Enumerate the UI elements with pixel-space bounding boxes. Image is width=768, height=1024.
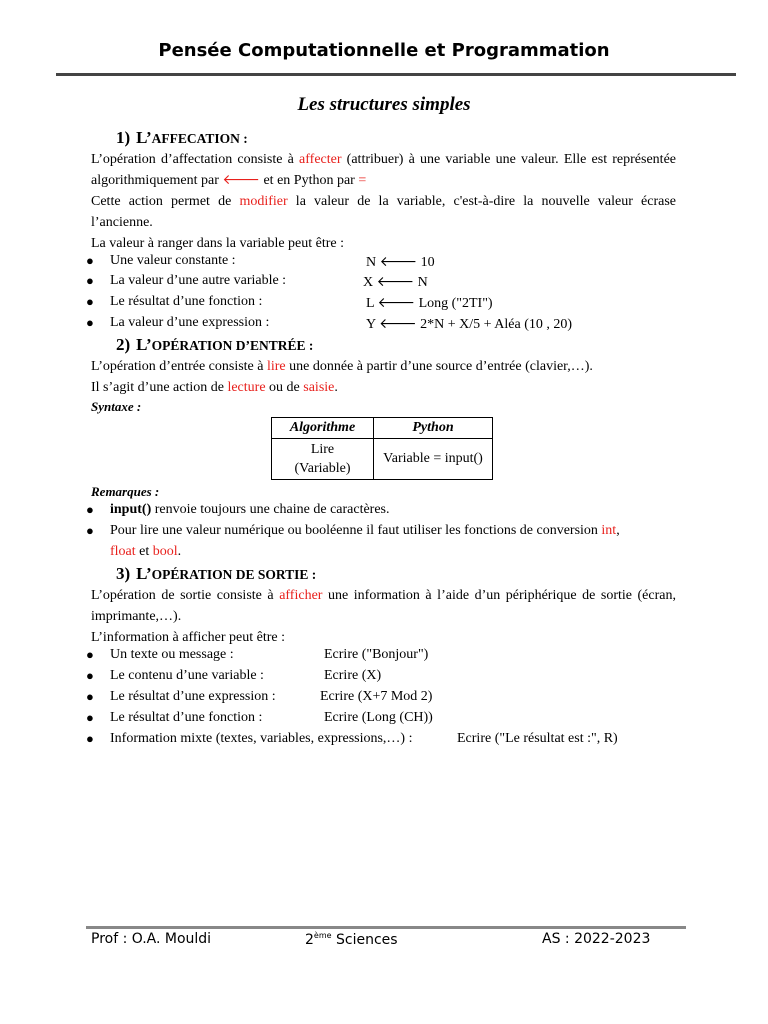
bullet-icon: ●: [86, 668, 94, 683]
bullet-icon: ●: [86, 689, 94, 704]
header-divider: [56, 73, 736, 76]
page-header-title: Pensée Computationnelle et Programmation: [158, 40, 610, 61]
footer-teacher: Prof : O.A. Mouldi: [91, 931, 212, 947]
remarks-label: Remarques :: [91, 484, 160, 499]
bullet-icon: ●: [86, 273, 94, 288]
table-cell-algorithm: Lire (Variable): [272, 439, 374, 480]
bullet-icon: ●: [86, 502, 94, 517]
section-heading-sortie: 3) L’OPÉRATION DE SORTIE :: [116, 564, 317, 583]
bullet-icon: ●: [86, 647, 94, 662]
syntax-table: [271, 417, 493, 480]
bullet-icon: ●: [86, 523, 94, 538]
table-header-python: Python: [374, 418, 493, 439]
footer-level: 2ème Sciences: [305, 931, 398, 948]
syntax-label: Syntaxe :: [91, 399, 142, 414]
entree-paragraph: L’opération d’entrée consiste à lire une donnée à partir d’une source d’entrée (clavier,…). Il s’agit d’une action de lecture ou de saisie.: [91, 359, 593, 395]
left-arrow-icon: 🡐: [222, 173, 260, 188]
footer-divider: [86, 926, 686, 929]
table-header-algorithm: Algorithme: [272, 418, 374, 439]
sortie-paragraph: L’opération de sortie consiste à afficher une information à l’aide d’un périphérique de sortie (écran, imprimante,…). L’information à afficher peut être :: [91, 588, 676, 645]
bullet-icon: ●: [86, 315, 94, 330]
section-heading-entree: 2) L’OPÉRATION D’ENTRÉE :: [116, 335, 314, 354]
footer-school-year: AS : 2022-2023: [542, 931, 651, 947]
bullet-icon: ●: [86, 731, 94, 746]
section-heading-affectation: 1) L’AFFECATION :: [116, 128, 248, 147]
affectation-paragraph: L’opération d’affectation consiste à affecter (attribuer) à une variable une valeur. Elle est représentée algorithmiquement par 🡐 et en Python par = Cette action permet de modifier la valeur de la variable, c'est-à-dire la nouvelle valeur écrase l’ancienne. La valeur à ranger dans la variable peut être :: [91, 152, 676, 251]
table-cell-python: Variable = input(): [374, 439, 493, 480]
bullet-icon: ●: [86, 253, 94, 268]
document-title: Les structures simples: [297, 94, 471, 115]
bullet-icon: ●: [86, 710, 94, 725]
bullet-icon: ●: [86, 294, 94, 309]
